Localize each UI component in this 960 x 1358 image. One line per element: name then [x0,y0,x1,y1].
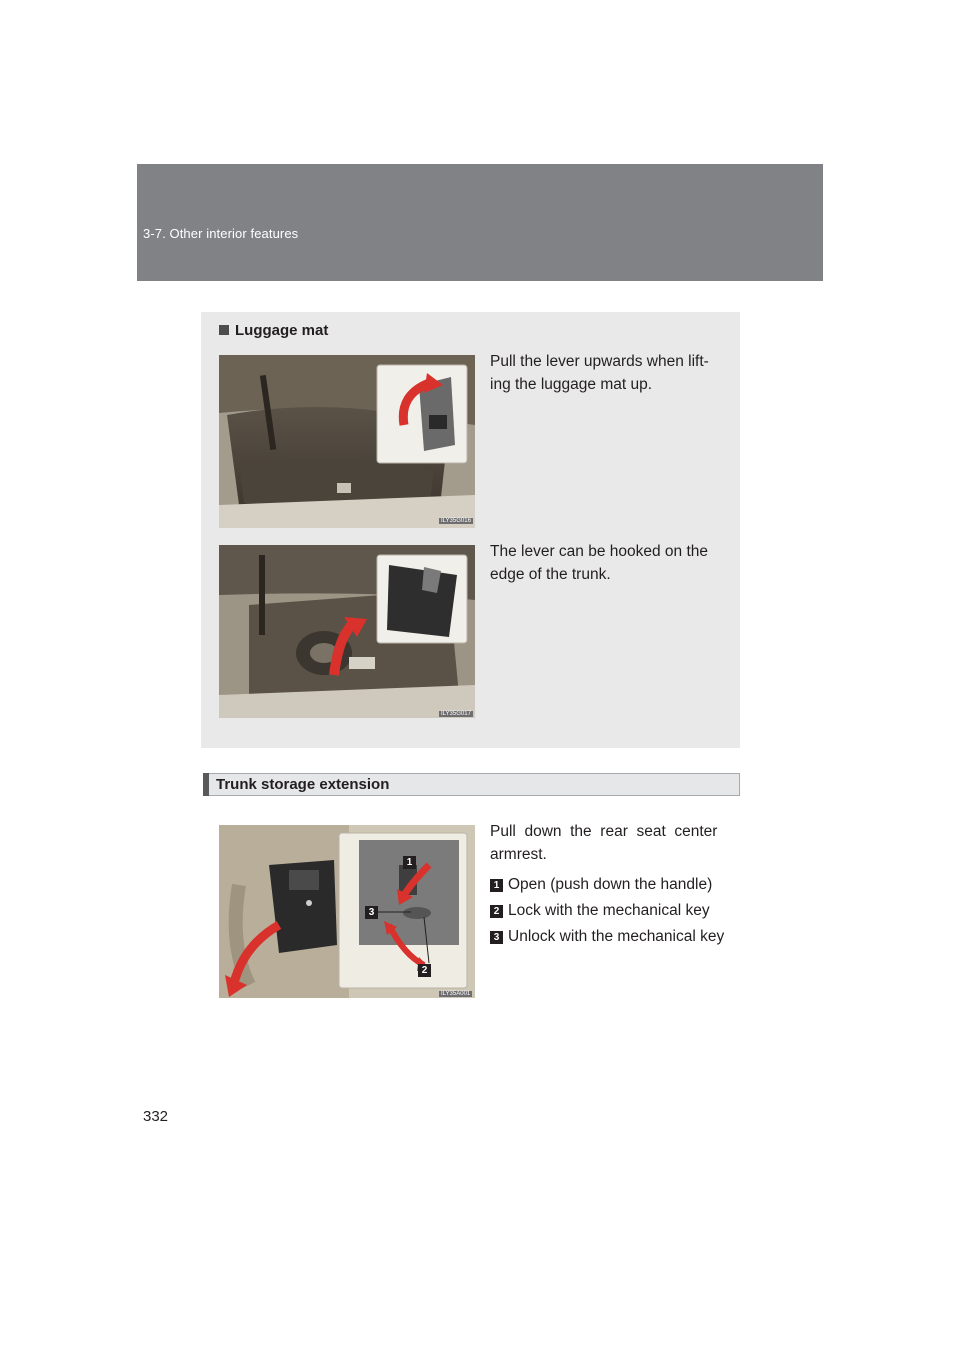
luggage-mat-photo-1 [219,355,475,528]
luggage-mat-photo-2 [219,545,475,718]
image-code-3: ILY35A001 [441,991,471,997]
callout-2: 2 [418,964,431,977]
page-number: 332 [143,1108,169,1125]
trunk-mat-lifted-illustration [219,545,475,718]
callout-3: 3 [365,906,378,919]
image-code-1: ILY35G016 [441,518,471,524]
step-number-badge: 2 [490,905,503,918]
text-line: edge of the trunk. [490,566,611,583]
trunk-storage-heading: Trunk storage extension [216,776,390,793]
text-line: armrest. [490,846,547,863]
text-line: ing the luggage mat up. [490,376,653,393]
image-code-2: ILY35G017 [441,711,471,717]
text-line: Pull the lever upwards when lift- [490,353,709,370]
trunk-storage-intro [490,820,738,866]
header-band [137,164,823,281]
step-text: Open (push down the handle) [508,876,713,893]
trunk-storage-photo [219,825,475,998]
trunk-lever-illustration [219,355,475,528]
step-number-badge: 3 [490,931,503,944]
luggage-mat-text-2 [490,540,708,586]
step-item-3 [490,928,724,946]
luggage-mat-text-1 [490,350,709,396]
armrest-illustration [219,825,475,998]
step-item-2 [490,902,710,920]
section-accent [203,773,209,796]
step-item-1 [490,876,712,894]
callout-1: 1 [403,856,416,869]
luggage-mat-heading-text: Luggage mat [235,322,329,339]
text-line: Pull down the rear seat center [490,823,718,840]
section-header: 3-7. Other interior features [143,226,299,241]
square-bullet-icon [219,325,229,335]
step-text: Lock with the mechanical key [508,902,710,919]
step-number-badge: 1 [490,879,503,892]
step-text: Unlock with the mechanical key [508,928,725,945]
luggage-mat-heading [219,322,328,339]
trunk-storage-section-bar [203,773,740,796]
text-line: The lever can be hooked on the [490,543,709,560]
